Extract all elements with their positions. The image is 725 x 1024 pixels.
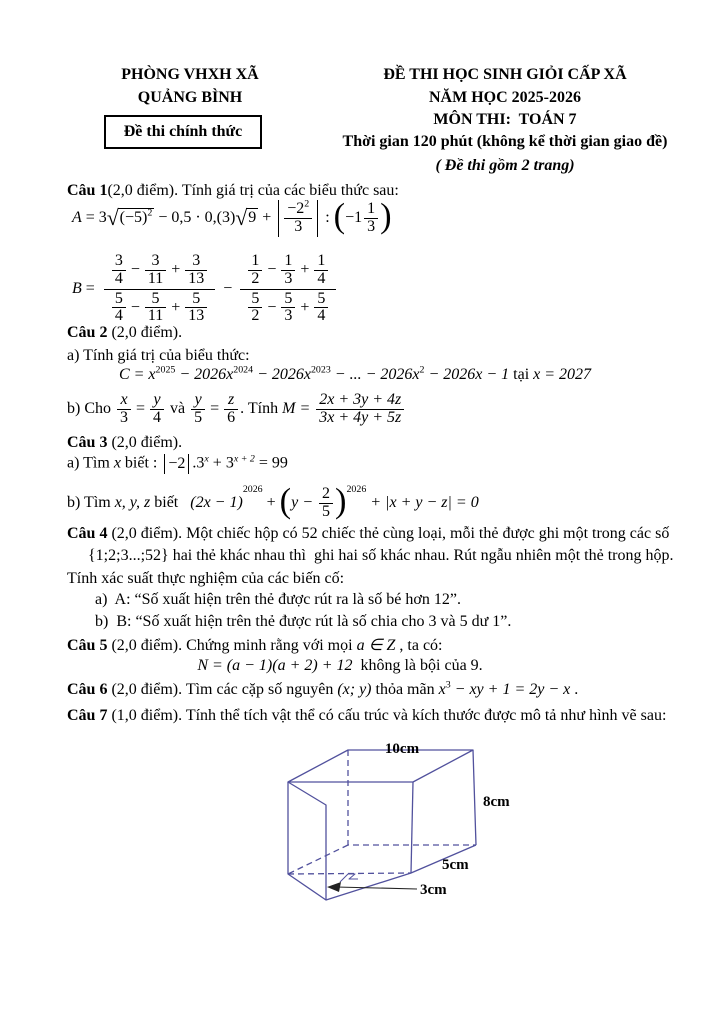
pages-note: ( Đề thi gồm 2 trang): [435, 157, 575, 174]
fraction-group-2: $\frac{1}{2}$ − $\frac{1}{3}$ + $\frac{1}{4}$ $\frac{5}{2}$ − $\frac{5}{3}$ + $\frac{5}{4}$: [240, 252, 336, 326]
question-5-heading: Câu 5 (2,0 điểm). Chứng minh rằng với mọi a ∈ Z , ta có:: [67, 637, 443, 654]
official-exam-stamp-box: Đề thi chính thức: [104, 115, 262, 149]
notch-edges: [288, 782, 326, 900]
question-2-heading: Câu 2 (2,0 điểm).: [67, 324, 183, 341]
question-4-line1: Câu 4 (2,0 điểm). Một chiếc hộp có 52 chiếc thẻ cùng loại, mỗi thẻ được ghi một trong các số: [67, 525, 670, 542]
question-2a-text: a) Tính giá trị của biểu thức:: [67, 347, 250, 364]
question-4-line2: {1;2;3...;52} hai thẻ khác nhau thì ghi hai số khác nhau. Rút ngẫu nhiên một thẻ trong hộp.: [88, 547, 674, 564]
question-2-label: Câu 2: [67, 324, 108, 341]
figure-edges: [288, 750, 476, 900]
question-6-label: Câu 6: [67, 681, 108, 698]
question-3b-line: b) Tìm x, y, z biết $(2x - 1)^{2026} + (y$ − $\frac{2}{5}$ )$^{2026}$ + |x + y − z| = 0: [67, 482, 479, 521]
front-right-vertical-edge: [411, 782, 413, 873]
question-3a-line: a) Tìm x biết : −2 $.3^x + 3^{x + 2} = 99$: [67, 453, 288, 472]
question-3-heading: Câu 3 (2,0 điểm).: [67, 434, 183, 451]
subject-line: MÔN THI: TOÁN 7: [433, 111, 577, 128]
formula-C: $C = x^{2025} - 2026x^{2024} - 2026x^{2023}$ − ... − $2026x^2 - 2026x - 1$ tại x = 2027: [118, 364, 592, 383]
radical: $√(-5)^2$: [106, 205, 153, 230]
top-face-edges: [288, 750, 473, 782]
question-4-event-a: a) A: “Số xuất hiện trên thẻ được rút ra là số bé hơn 12”.: [95, 591, 461, 608]
exam-title: ĐỀ THI HỌC SINH GIỎI CẤP XÃ: [383, 66, 627, 83]
dimension-label-top: 10cm: [384, 741, 420, 757]
absolute-value: $\frac{-2^2}{3}$: [278, 200, 318, 237]
duration-line: Thời gian 120 phút (không kể thời gian giao đề): [342, 133, 668, 150]
question-7-label: Câu 7: [67, 707, 108, 724]
arrowhead: [327, 882, 341, 892]
issuing-office-line1: PHÒNG VHXH XÃ: [121, 66, 259, 83]
absolute-value: −2: [164, 454, 189, 474]
angle-mark: [340, 874, 358, 882]
question-4-label: Câu 4: [67, 525, 108, 542]
question-5-formula: N = (a − 1)(a + 2) + 12 không là bội của 9.: [197, 657, 483, 674]
radical: √9: [235, 205, 257, 230]
fraction-group-1: $\frac{3}{4}$ − $\frac{3}{11}$ + $\frac{3}{13}$ $\frac{5}{4}$ − $\frac{5}{11}$ + $\frac{5}{13}$: [104, 252, 215, 326]
right-back-vertical-edge: [473, 750, 476, 845]
question-3-label: Câu 3: [67, 434, 108, 451]
issuing-office-line2: QUẢNG BÌNH: [137, 89, 243, 106]
school-year: NĂM HỌC 2025-2026: [429, 89, 581, 106]
dimension-label-bottom: 3cm: [420, 882, 447, 898]
question-4-event-b: b) B: “Số xuất hiện trên thẻ được rút là số chia cho 3 và 5 dư 1”.: [95, 613, 512, 630]
question-1-label: Câu 1: [67, 182, 108, 199]
dimension-arrow-3cm: [336, 887, 417, 889]
solid-volume-figure: [279, 735, 524, 920]
question-7-line: Câu 7 (1,0 điểm). Tính thể tích vật thể có cấu trúc và kích thước được mô tả như hình vẽ sau:: [67, 707, 667, 724]
dimension-label-right: 8cm: [483, 794, 510, 810]
question-1-heading: Câu 1(2,0 điểm). Tính giá trị của các biểu thức sau:: [67, 182, 399, 199]
question-5-label: Câu 5: [67, 637, 108, 654]
question-2b-line: b) Cho $\frac{x}{3}$ = $\frac{y}{4}$ và $\frac{y}{5}$ = $\frac{z}{6}$ . Tính M = $\frac{2x + 3y + 4z}{3x + 4y + 5z}$: [67, 392, 406, 427]
formula-A: $A = 3√(-5)^2 - 0,5 \cdot 0,(3)√9$ + $\frac{-2^2}{3}$ : (−1 $\frac{1}{3}$ ): [72, 197, 392, 236]
question-6-line: Câu 6 (2,0 điểm). Tìm các cặp số nguyên (x; y) thỏa mãn $x^3$ − xy + 1 = 2y − x .: [67, 679, 579, 698]
formula-B: B = $\frac{3}{4}$ − $\frac{3}{11}$ + $\frac{3}{13}$ $\frac{5}{4}$ − $\frac{5}{11}$ + $\frac{5}{13}$ − $\frac{1}{2}$ − $\frac{1}{3}$ + $\frac{1}{4}$ $\frac{5}{2}$ − $\frac{5}{3}$ + $\frac{5}{4}$: [72, 252, 341, 326]
hidden-edges: [288, 750, 476, 874]
dimension-label-slant: 5cm: [442, 857, 469, 873]
question-4-line3: Tính xác suất thực nghiệm của các biến cố:: [67, 570, 345, 587]
